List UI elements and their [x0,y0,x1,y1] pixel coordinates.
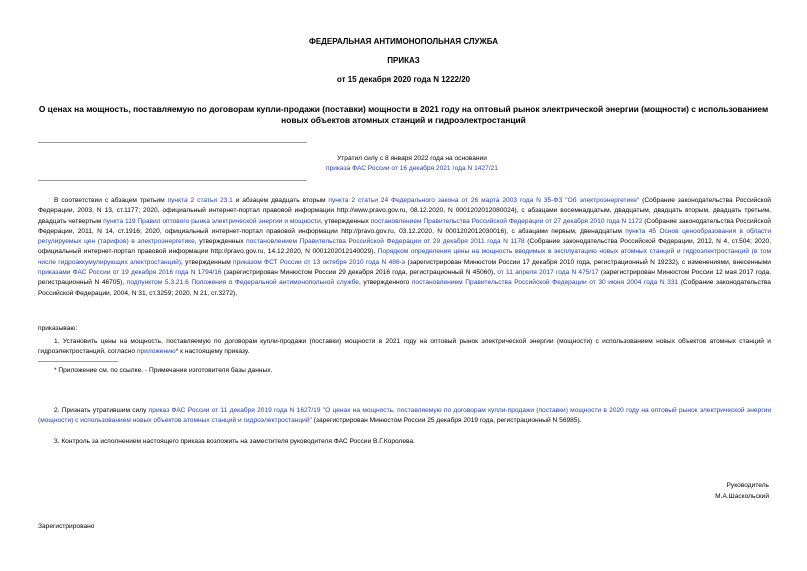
law-link[interactable]: постановлением Правительства Российской Федерации от 30 июня 2004 года N 331 [411,279,679,287]
law-link[interactable]: пункта 2 статьи 24 Федерального закона от 26 марта 2003 года N 35-ФЗ "Об электроэнергетике" [328,197,640,204]
law-link[interactable]: пункта 45 Основ ценообразования в области регулируемых цен (тарифов) в электроэнергетике [38,227,772,246]
item-text: 1. Установить цены на мощность, поставляемую по договорам купли-продажи (поставки) мощности в 2021 году на оптовый рынок электрической энергии (мощности) с использованием новых объектов атомных станций и гидроэлектростанций, согласно [38,338,771,356]
footnote: * Приложение см. по ссылке. - Примечание изготовителя базы данных. [54,367,273,374]
law-link[interactable]: пункта 2 статьи 23.1 [167,197,233,204]
law-link[interactable]: подпунктом 5.3.21.6 Положения о Федеральной антимонопольной службе [126,279,359,287]
order-item-1 [38,337,771,358]
divider-top [38,142,307,143]
preamble-text: (Собрание законодательства Российской Федерации, 2012, N 4, ст.504; 2020, официальный интернет-портал правовой информации http://pravo.gov.ru, 14.12.2020, N 0001202012140029), [38,238,772,256]
agency-name: ФЕДЕРАЛЬНАЯ АНТИМОНОПОЛЬНАЯ СЛУЖБА [309,37,498,46]
law-link[interactable]: приказом ФСТ России от 13 октября 2010 года N 486-э [233,258,406,266]
repeal-order-link[interactable]: приказа ФАС России от 16 декабря 2021 года N 1427/21 [326,165,498,173]
preamble-text: В соответствии с абзацем третьим [54,197,168,204]
divider-bottom [38,180,307,181]
preamble-text: , утвержденного [358,279,412,287]
doc-date-number: от 15 декабря 2020 года N 1222/20 [336,75,471,84]
registered-label: Зарегистрировано [38,523,95,530]
order-word: приказываю: [38,325,78,332]
law-link[interactable]: Порядком определения цены на мощность вводимых в эксплуатацию новых атомных станций и гидроэлектростанций (в том числе гидроаккумулирующих электростанций) [38,248,772,266]
item-text: 2. Признать утратившим силу [54,407,149,414]
law-link[interactable]: от 11 апреля 2017 года N 475/17 [497,269,599,277]
preamble-text: (зарегистрирован Минюстом России 17 декабря 2010 года, регистрационный N 19232), с изменениями, внесенными [405,258,771,266]
preamble [38,196,771,299]
status-note-text: Утратил силу с 8 января 2022 года на основании [337,155,487,162]
preamble-text: и абзацем двадцать вторым [232,197,329,204]
order-item-3: 3. Контроль за исполнением настоящего приказа возложить на заместителя руководителя ФАС России В.Г.Королева. [54,438,415,445]
preamble-text: (Собрание законодательства Российской Федерации, 2003, N 13, ст.1177; 2020, официальный интернет-портал правовой информации http://www.pravo.gov.ru, 08.12.2020, N 0001202012080024), с абзацами восемнадцатым, двадцатым, двадцать вторым, двадцать третьим, двадцать четвертым [38,197,771,225]
preamble-text: (Собрание законодательства Российской Федерации, 2004, N 31, ст.3259; 2020, N 21, ст.3272), [38,279,771,297]
repealed-order-link[interactable]: приказ ФАС России от 11 декабря 2019 года N 1627/19 "О ценах на мощность, поставляемую по договорам купли-продажи (поставки) мощности в 2020 году на оптовый рынок электрической энергии (мощности) с использованием новых объектов атомных станций и гидроэлектростанций" [38,407,771,425]
order-item-2 [38,406,771,427]
law-link[interactable]: приказами ФАС России от 19 декабря 2016 года N 1794/16 [38,269,222,277]
preamble-text: (Собрание законодательства Российской Федерации, 2011, N 14, ст.1916; 2020, официальный интернет-портал правовой информации http://pravo.gov.ru, 03.12.2020, N 0001202012030016), с абзацами первым, двенадцатым [38,217,771,235]
appendix-link[interactable]: приложению [136,348,176,356]
item-text: * к настоящему приказу. [175,348,250,356]
status-note [307,154,517,175]
law-link[interactable]: постановлением Правительства Российской Федерации от 27 декабря 2010 года N 1172 [370,217,643,225]
page-title: О ценах на мощность, поставляемую по договорам купли-продажи (поставки) мощности в 2021 году на оптовый рынок электрической энергии (мощности) с использованием новых объектов атомных станций и гидроэлектростанций [38,104,769,125]
preamble-text: (зарегистрирован Минюстом России 29 декабря 2016 года, регистрационный N 45060), [221,269,498,277]
law-link[interactable]: пункта 119 Правил оптового рынка электрической энергии и мощности [103,217,321,225]
doc-type: ПРИКАЗ [387,56,420,65]
preamble-text: , утвержденных [320,217,371,225]
footnote-divider [38,361,118,362]
preamble-text: , утвержденным [181,258,234,266]
item-text: (зарегистрирован Минюстом России 25 декабря 2019 года, регистрационный N 56985). [311,417,582,425]
law-link[interactable]: постановлением Правительства Российской Федерации от 29 декабря 2011 года N 1178 [246,238,525,246]
preamble-text: , утвержденных [194,238,247,246]
preamble-text: (зарегистрирован Минюстом России 12 мая 2017 года, регистрационный N 46705), [38,269,771,287]
signature-position: Руководитель [726,482,769,489]
signature-name: М.А.Шаскольский [715,493,769,500]
